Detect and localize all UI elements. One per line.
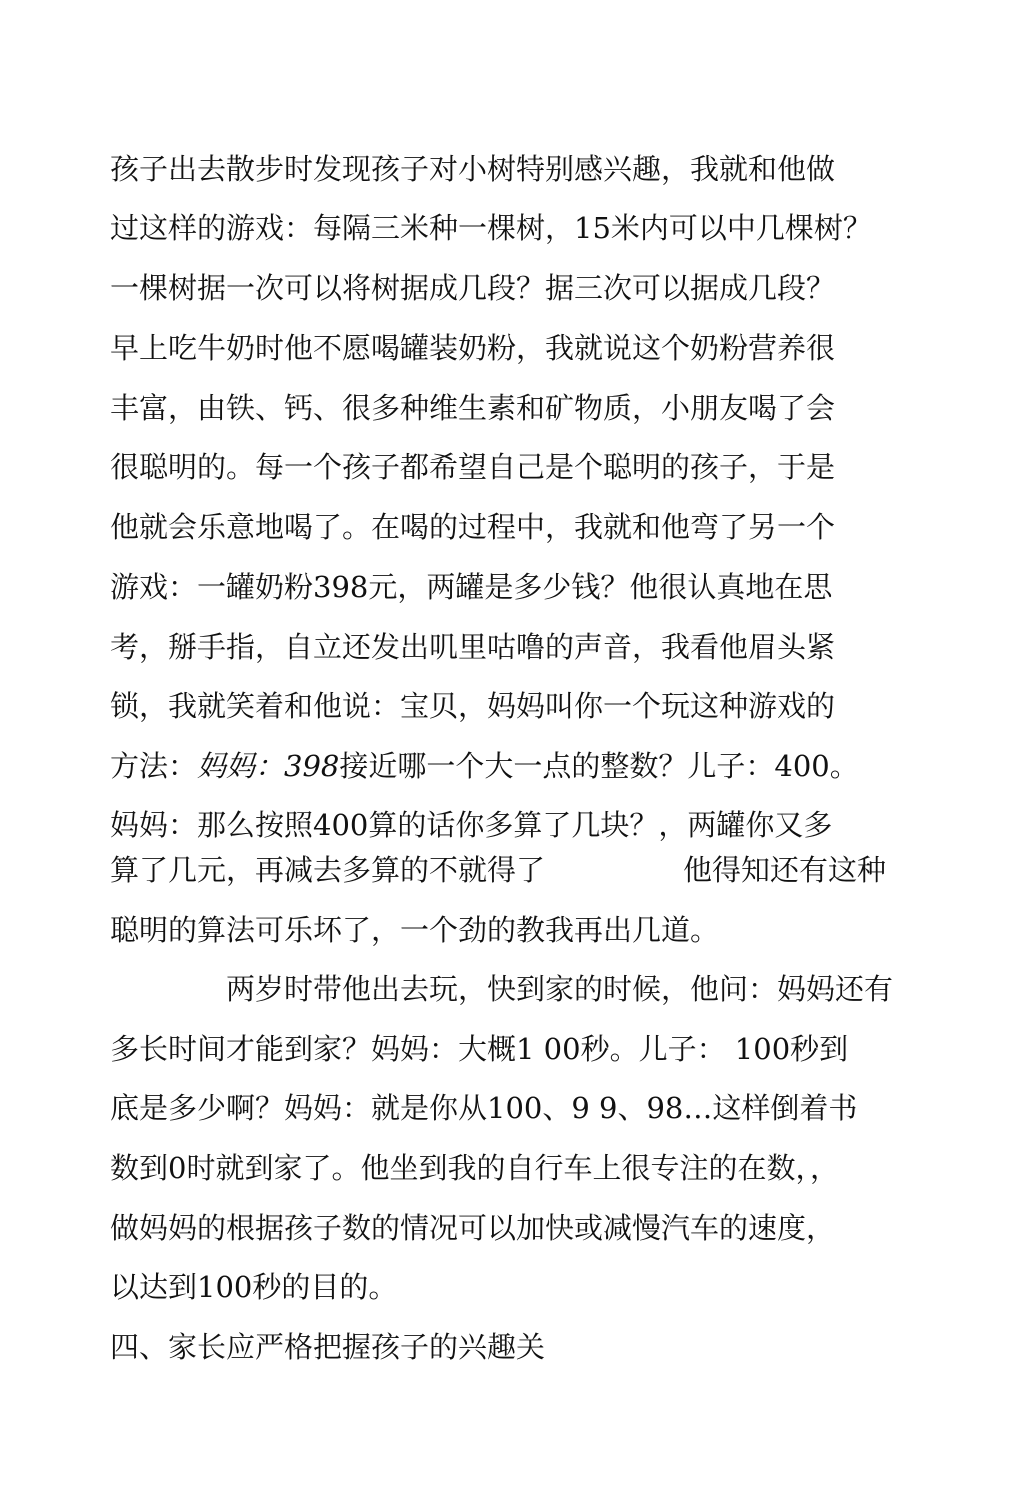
text-segment: 方法： <box>110 749 198 783</box>
paragraph-indent-line: 两岁时带他出去玩，快到家的时候，他问：妈妈还有 <box>226 972 894 1006</box>
text-line: 聪明的算法可乐坏了，一个劲的教我再出几道。 <box>110 913 720 947</box>
text-segment: 接近哪一个大一点的整数？儿子：400。 <box>339 749 859 783</box>
text-line: 锁，我就笑着和他说：宝贝，妈妈叫你一个玩这种游戏的 <box>110 689 836 723</box>
text-line: 游戏：一罐奶粉398元，两罐是多少钱？他很认真地在思 <box>110 570 833 604</box>
text-line: 考，掰手指，自立还发出叽里咕噜的声音，我看他眉头紧 <box>110 630 836 664</box>
text-line <box>110 749 859 783</box>
text-line: 他就会乐意地喝了。在喝的过程中，我就和他弯了另一个 <box>110 510 836 544</box>
text-line: 早上吃牛奶时他不愿喝罐装奶粉，我就说这个奶粉营养很 <box>110 331 836 365</box>
text-line: 丰富，由铁、钙、很多种维生素和矿物质，小朋友喝了会 <box>110 391 836 425</box>
text-line: 很聪明的。每一个孩子都希望自己是个聪明的孩子，于是 <box>110 450 836 484</box>
text-line: 数到0时就到家了。他坐到我的自行车上很专注的在数，， <box>110 1151 839 1185</box>
text-line: 妈妈：那么按照400算的话你多算了几块？，两罐你又多 <box>110 808 833 842</box>
text-line: 以达到100秒的目的。 <box>110 1270 398 1304</box>
text-line: 一棵树据一次可以将树据成几段？据三次可以据成几段？ <box>110 271 836 305</box>
text-line: 底是多少啊？妈妈：就是你从100、9 9、98…这样倒着书 <box>110 1091 858 1125</box>
text-line: 做妈妈的根据孩子数的情况可以加快或减慢汽车的速度， <box>110 1211 836 1245</box>
section-heading: 四、家长应严格把握孩子的兴趣关 <box>110 1330 546 1364</box>
text-line-right: 他得知还有这种 <box>683 853 887 887</box>
italic-text-segment: 妈妈：398 <box>197 749 340 783</box>
text-line: 孩子出去散步时发现孩子对小树特别感兴趣，我就和他做 <box>110 152 836 186</box>
text-line: 过这样的游戏：每隔三米种一棵树，15米内可以中几棵树？ <box>110 211 872 245</box>
text-line: 多长时间才能到家？妈妈：大概1 00秒。儿子： 100秒到 <box>110 1032 849 1066</box>
text-line-left: 算了几元，再减去多算的不就得了 <box>110 853 546 887</box>
